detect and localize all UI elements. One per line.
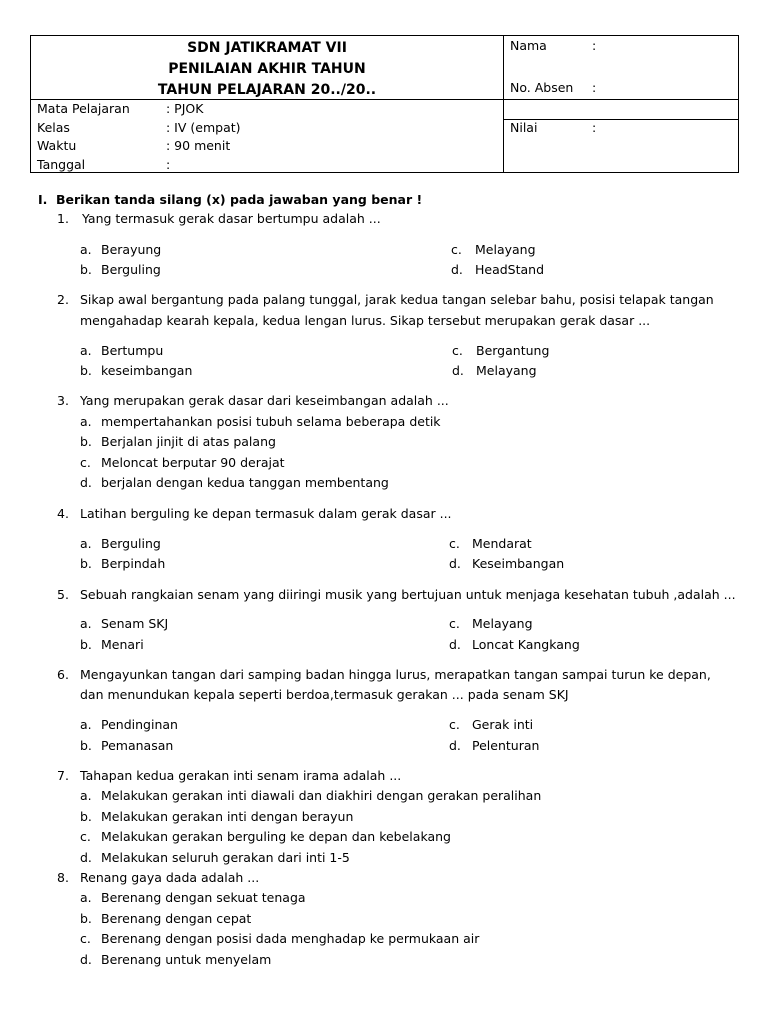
option-letter[interactable]: d. (451, 262, 463, 277)
option-text[interactable]: Berenang dengan posisi dada menghadap ke permukaan air (101, 931, 480, 946)
field-label-name: Nama (510, 38, 547, 53)
field-colon-score[interactable]: : (592, 120, 597, 135)
divider (503, 119, 738, 120)
field-label-date: Tanggal (37, 157, 86, 172)
option-letter[interactable]: a. (80, 242, 92, 257)
question-number: 4. (57, 506, 69, 521)
option-text[interactable]: Berguling (101, 536, 161, 551)
option-text[interactable]: Melayang (472, 616, 533, 631)
option-text[interactable]: Melayang (475, 242, 536, 257)
question-text: Sebuah rangkaian senam yang diiringi musik yang bertujuan untuk menjaga kesehatan tubuh ,adalah ... (80, 587, 736, 602)
option-letter[interactable]: b. (80, 637, 92, 652)
question-text: Renang gaya dada adalah ... (80, 870, 260, 885)
field-colon-name[interactable]: : (592, 38, 597, 53)
option-text[interactable]: Pemanasan (101, 738, 174, 753)
option-letter[interactable]: a. (80, 890, 92, 905)
question-text: mengahadap kearah kepala, kedua lengan lurus. Sikap tersebut merupakan gerak dasar ... (80, 313, 651, 328)
field-label-time: Waktu (37, 138, 77, 153)
option-text[interactable]: Gerak inti (472, 717, 534, 732)
option-text[interactable]: Berpindah (101, 556, 166, 571)
option-letter[interactable]: d. (80, 952, 92, 967)
option-letter[interactable]: b. (80, 738, 92, 753)
option-text[interactable]: Menari (101, 637, 144, 652)
field-label-class: Kelas (37, 120, 70, 135)
option-letter[interactable]: a. (80, 717, 92, 732)
option-letter[interactable]: d. (80, 850, 92, 865)
option-letter[interactable]: b. (80, 809, 92, 824)
option-text[interactable]: Melakukan gerakan inti diawali dan diakhiri dengan gerakan peralihan (101, 788, 542, 803)
section-number: I. (38, 192, 48, 207)
option-letter[interactable]: c. (451, 242, 462, 257)
option-text[interactable]: mempertahankan posisi tubuh selama beberapa detik (101, 414, 441, 429)
question-number: 3. (57, 393, 69, 408)
option-letter[interactable]: d. (449, 738, 461, 753)
question-text: Latihan berguling ke depan termasuk dalam gerak dasar ... (80, 506, 452, 521)
option-letter[interactable]: a. (80, 343, 92, 358)
option-text[interactable]: Melakukan gerakan inti dengan berayun (101, 809, 354, 824)
option-text[interactable]: Bertumpu (101, 343, 164, 358)
option-text[interactable]: berjalan dengan kedua tanggan membentang (101, 475, 389, 490)
option-letter[interactable]: b. (80, 262, 92, 277)
option-text[interactable]: keseimbangan (101, 363, 193, 378)
option-text[interactable]: Berenang untuk menyelam (101, 952, 272, 967)
academic-year: TAHUN PELAJARAN 20../20.. (157, 82, 377, 98)
field-value-subject: : PJOK (166, 101, 204, 116)
field-label-absen: No. Absen (510, 80, 574, 95)
divider (31, 99, 503, 100)
question-number: 8. (57, 870, 69, 885)
option-letter[interactable]: c. (80, 931, 91, 946)
exam-title: PENILAIAN AKHIR TAHUN (168, 61, 366, 77)
question-number: 6. (57, 667, 69, 682)
option-text[interactable]: Berjalan jinjit di atas palang (101, 434, 276, 449)
option-text[interactable]: Berayung (101, 242, 162, 257)
field-label-subject: Mata Pelajaran (37, 101, 130, 116)
option-text[interactable]: Melakukan gerakan berguling ke depan dan kebelakang (101, 829, 451, 844)
option-text[interactable]: Berenang dengan cepat (101, 911, 252, 926)
option-text[interactable]: Pendinginan (101, 717, 178, 732)
question-number: 2. (57, 292, 69, 307)
option-letter[interactable]: a. (80, 616, 92, 631)
option-letter[interactable]: d. (452, 363, 464, 378)
option-text[interactable]: HeadStand (475, 262, 545, 277)
option-letter[interactable]: d. (80, 475, 92, 490)
question-number: 5. (57, 587, 69, 602)
field-value-time: : 90 menit (166, 138, 231, 153)
option-text[interactable]: Pelenturan (472, 738, 540, 753)
option-letter[interactable]: a. (80, 536, 92, 551)
option-text[interactable]: Melayang (476, 363, 537, 378)
question-number: 1. (57, 211, 69, 226)
header-box (30, 35, 739, 173)
option-text[interactable]: Mendarat (472, 536, 532, 551)
divider (503, 36, 504, 172)
option-letter[interactable]: c. (452, 343, 463, 358)
section-instruction: Berikan tanda silang (x) pada jawaban yang benar ! (56, 192, 423, 207)
field-label-score: Nilai (510, 120, 538, 135)
option-letter[interactable]: a. (80, 414, 92, 429)
field-colon-absen[interactable]: : (592, 80, 597, 95)
option-letter[interactable]: c. (80, 455, 91, 470)
question-text: Tahapan kedua gerakan inti senam irama adalah ... (80, 768, 402, 783)
option-text[interactable]: Loncat Kangkang (472, 637, 580, 652)
option-text[interactable]: Berenang dengan sekuat tenaga (101, 890, 306, 905)
field-value-class: : IV (empat) (166, 120, 241, 135)
question-text: dan menundukan kepala seperti berdoa,termasuk gerakan ... pada senam SKJ (80, 687, 569, 702)
question-text: Sikap awal bergantung pada palang tunggal, jarak kedua tangan selebar bahu, posisi telapak tangan (80, 292, 714, 307)
option-letter[interactable]: d. (449, 637, 461, 652)
option-text[interactable]: Melakukan seluruh gerakan dari inti 1-5 (101, 850, 350, 865)
option-letter[interactable]: d. (449, 556, 461, 571)
option-text[interactable]: Senam SKJ (101, 616, 169, 631)
option-letter[interactable]: b. (80, 363, 92, 378)
option-letter[interactable]: c. (80, 829, 91, 844)
option-letter[interactable]: c. (449, 616, 460, 631)
divider (503, 99, 738, 100)
school-name: SDN JATIKRAMAT VII (187, 40, 347, 56)
option-text[interactable]: Berguling (101, 262, 161, 277)
option-text[interactable]: Keseimbangan (472, 556, 565, 571)
option-letter[interactable]: a. (80, 788, 92, 803)
question-text: Yang merupakan gerak dasar dari keseimbangan adalah ... (80, 393, 449, 408)
question-text: Mengayunkan tangan dari samping badan hingga lurus, merapatkan tangan sampai turun ke depan, (80, 667, 711, 682)
field-value-date: : (166, 157, 171, 172)
option-text[interactable]: Bergantung (476, 343, 550, 358)
question-text: Yang termasuk gerak dasar bertumpu adalah ... (82, 211, 381, 226)
option-letter[interactable]: c. (449, 536, 460, 551)
option-text[interactable]: Meloncat berputar 90 derajat (101, 455, 285, 470)
question-number: 7. (57, 768, 69, 783)
option-letter[interactable]: b. (80, 556, 92, 571)
option-letter[interactable]: c. (449, 717, 460, 732)
option-letter[interactable]: b. (80, 434, 92, 449)
option-letter[interactable]: b. (80, 911, 92, 926)
